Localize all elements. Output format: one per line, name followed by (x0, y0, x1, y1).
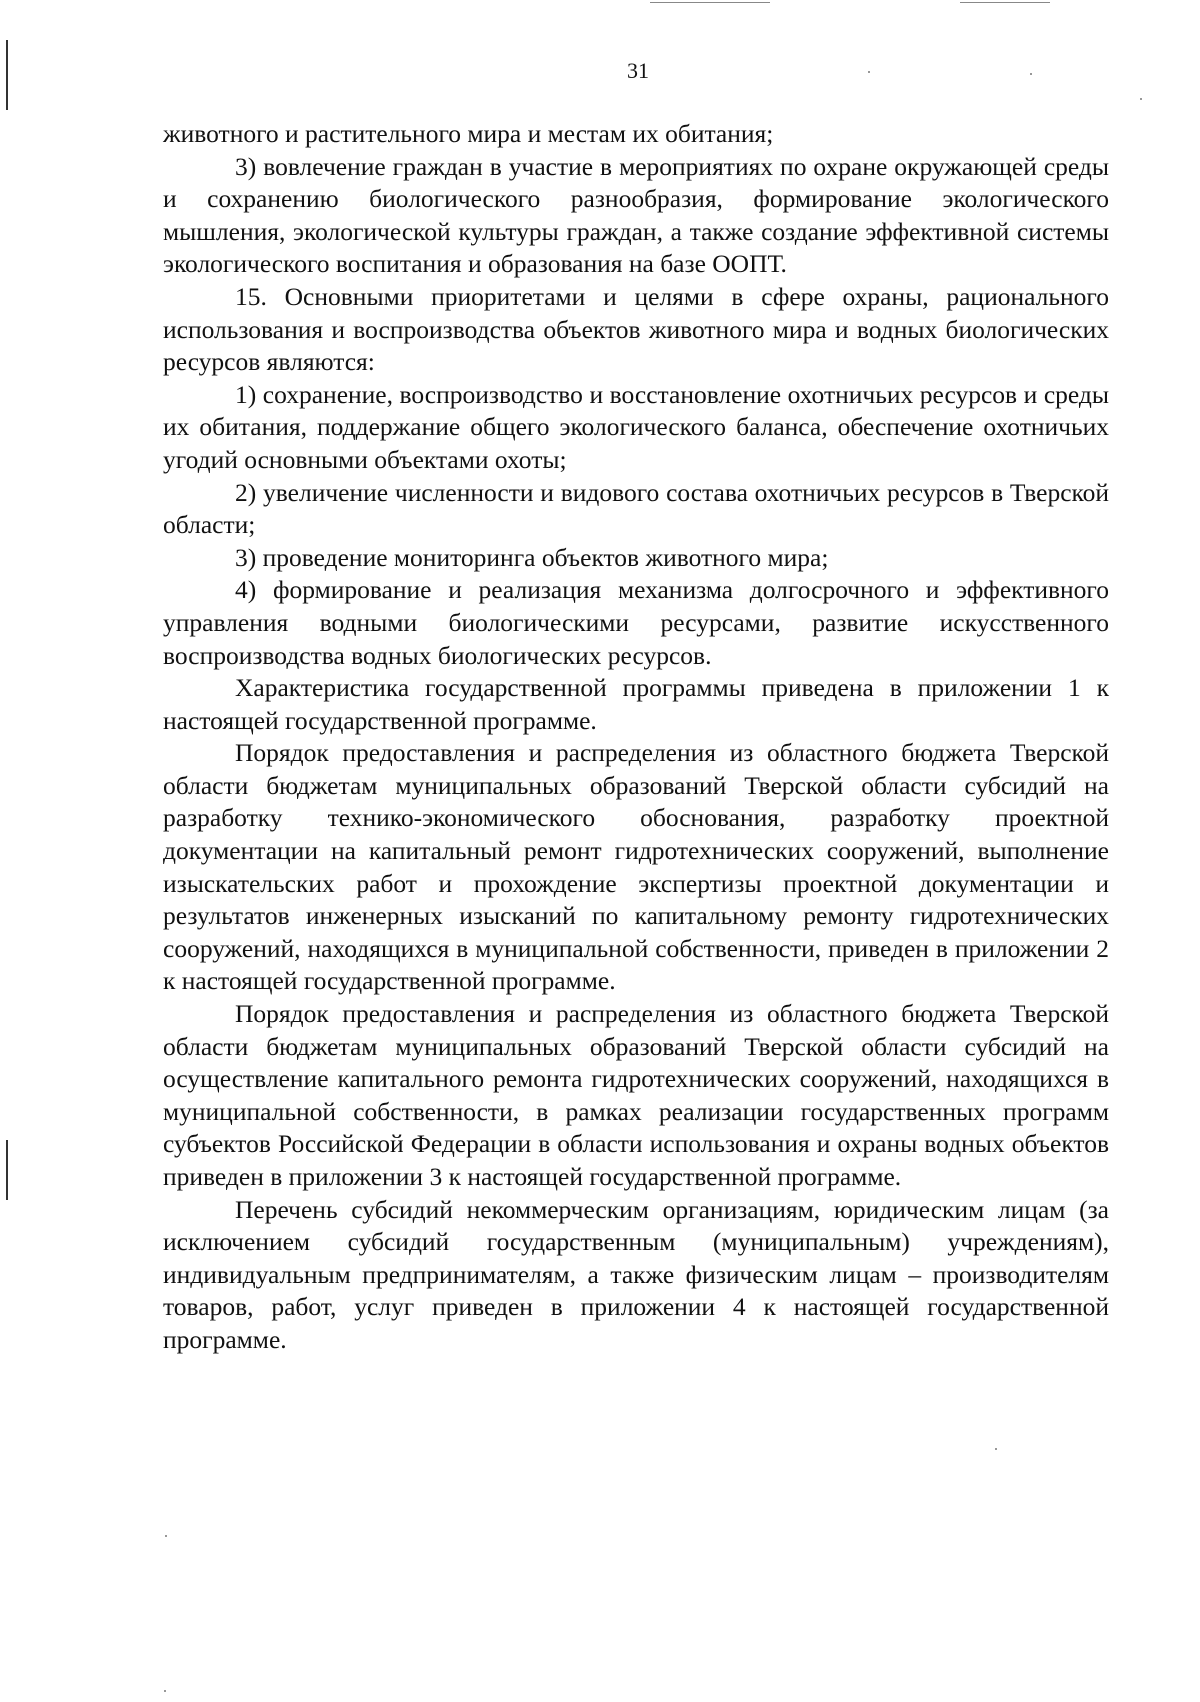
paragraph-continuation: животного и растительного мира и местам их обитания; (163, 119, 774, 148)
page-number: 31 (627, 58, 649, 83)
paragraph: Перечень субсидий некоммерческим организациям, юридическим лицам (за исключением субсидий государственным (муниципальным) учреждениям), индивидуальным предпринимателям, а также физическим лицам – производителям товаров, работ, услуг приведен в приложении 4 к настоящей государственной программе. (163, 1194, 1109, 1354)
scan-edge-mark (960, 2, 1050, 3)
scan-speck (165, 1535, 167, 1537)
paragraph: Характеристика государственной программы приведена в приложении 1 к настоящей государственной программе. (163, 673, 1109, 735)
scan-speck (1140, 98, 1142, 100)
paragraph: 3) вовлечение граждан в участие в мероприятиях по охране окружающей среды и сохранению биологического разнообразия, формирование экологического мышления, экологической культуры граждан, а также создание эффективной системы экологического воспитания и образования на базе ООПТ. (163, 151, 1109, 279)
paragraph: 2) увеличение численности и видового состава охотничьих ресурсов в Тверской области; (163, 477, 1109, 540)
paragraph: 1) сохранение, воспроизводство и восстановление охотничьих ресурсов и среды их обитания, поддержание общего экологического баланса, обеспечение охотничьих угодий основными объектами охоты; (163, 379, 1109, 474)
document-body (163, 118, 1109, 1357)
paragraph: Порядок предоставления и распределения из областного бюджета Тверской области бюджетам муниципальных образований Тверской области субсидий на разработку технико-экономического обоснования, разработку проектной документации на капитальный ремонт гидротехнических сооружений, выполнение изыскательских работ и прохождение экспертизы проектной документации и результатов инженерных изысканий по капитальному ремонту гидротехнических сооружений, находящихся в муниципальной собственности, приведен в приложении 2 к настоящей государственной программе. (163, 738, 1109, 996)
paragraph: 4) формирование и реализация механизма долгосрочного и эффективного управления водными биологическими ресурсами, развитие искусственного воспроизводства водных биологических ресурсов. (163, 575, 1109, 670)
paragraph-section-15: 15. Основными приоритетами и целями в сфере охраны, рационального использования и воспроизводства объектов животного мира и водных биологических ресурсов являются: (163, 281, 1109, 377)
scan-edge-mark (650, 2, 770, 3)
scan-speck (995, 1448, 997, 1450)
paragraph: 3) проведение мониторинга объектов животного мира; (235, 542, 829, 572)
scan-edge-mark (6, 1140, 8, 1200)
paragraph: Порядок предоставления и распределения из областного бюджета Тверской области бюджетам муниципальных образований Тверской области субсидий на осуществление капитального ремонта гидротехнических сооружений, находящихся в муниципальной собственности, в рамках реализации государственных программ субъектов Российской Федерации в области использования и охраны водных объектов приведен в приложении 3 к настоящей государственной программе. (163, 999, 1109, 1191)
scan-speck (164, 1690, 166, 1692)
